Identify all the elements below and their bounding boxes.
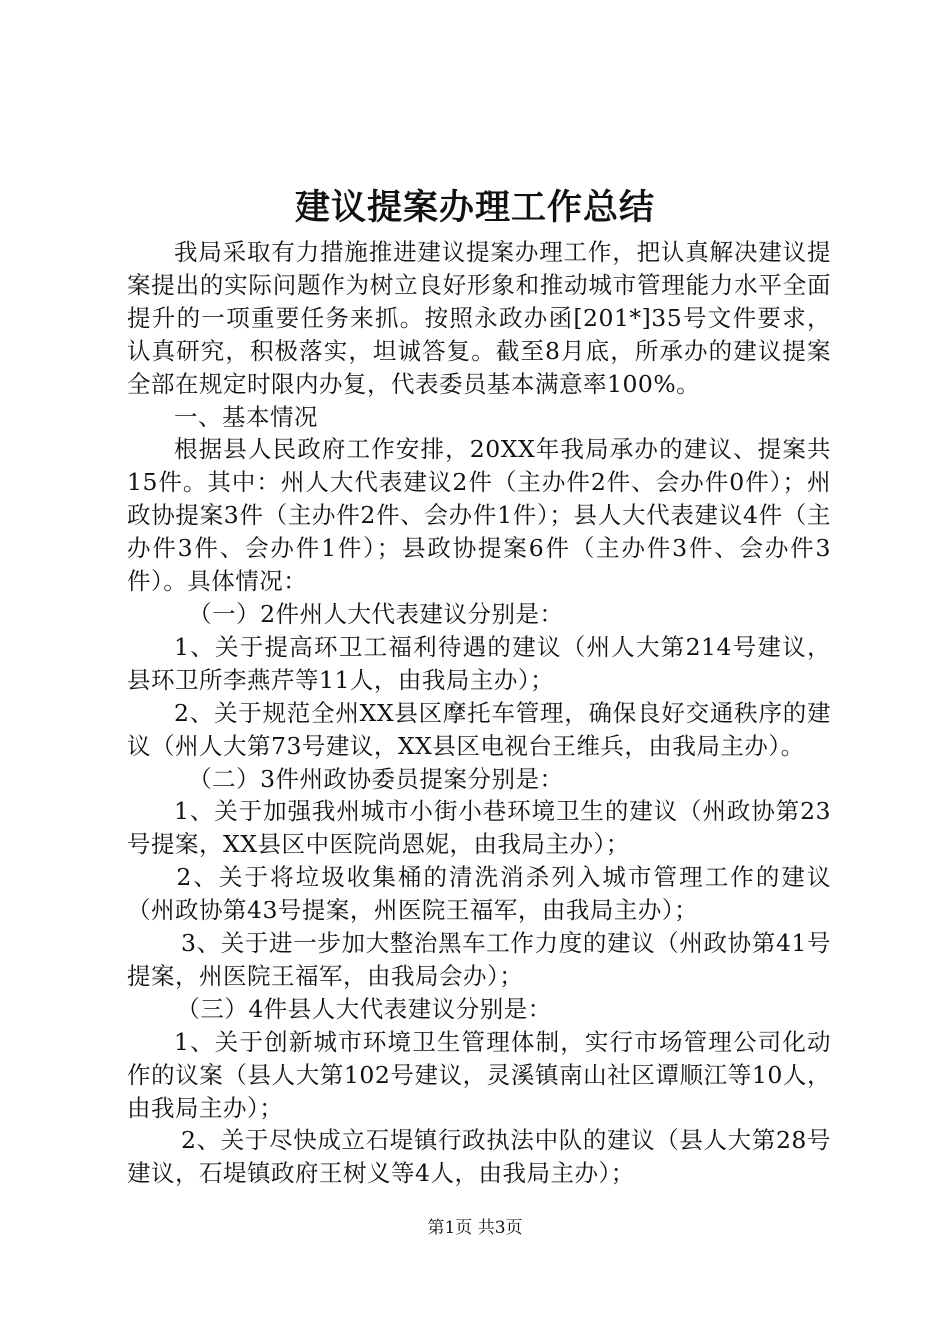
list-item: 2、关于规范全州XX县区摩托车管理，确保良好交通秩序的建议（州人大第73号建议，XX县区电视台王维兵，由我局主办）。 [127, 698, 831, 760]
intro-paragraph: 我局采取有力措施推进建议提案办理工作，把认真解决建议提案提出的实际问题作为树立良好形象和推动城市管理能力水平全面提升的一项重要任务来抓。按照永政办函[201*]35号文件要求，认真研究，积极落实，坦诚答复。截至8月底，所承办的建议提案全部在规定时限内办复，代表委员基本满意率100%。 [127, 238, 831, 398]
list-item: 1、关于提高环卫工福利待遇的建议（州人大第214号建议，县环卫所李燕芹等11人，由我局主办）； [127, 632, 831, 694]
list-item: 3、关于进一步加大整治黑车工作力度的建议（州政协第41号提案，州医院王福军，由我局会办）； [127, 929, 831, 990]
subsection-heading-1: （一）2件州人大代表建议分别是： [188, 599, 564, 628]
page-footer: 第1页 共3页 [427, 1218, 523, 1238]
list-item: 1、关于加强我州城市小街小巷环境卫生的建议（州政协第23号提案，XX县区中医院尚恩妮，由我局主办）； [127, 797, 831, 859]
section-heading-basic: 一、基本情况 [174, 402, 318, 431]
document-title: 建议提案办理工作总结 [294, 187, 655, 228]
list-item: 2、关于尽快成立石堤镇行政执法中队的建议（县人大第28号建议，石堤镇政府王树义等4人，由我局主办）； [127, 1126, 831, 1188]
document-body [127, 236, 831, 1190]
subsection-heading-2: （二）3件州政协委员提案分别是： [188, 764, 564, 793]
list-item: 1、关于创新城市环境卫生管理体制，实行市场管理公司化动作的议案（县人大第102号建议，灵溪镇南山社区谭顺江等10人，由我局主办）； [127, 1027, 831, 1122]
subsection-heading-3: （三）4件县人大代表建议分别是： [176, 994, 552, 1023]
basic-situation-paragraph: 根据县人民政府工作安排，20XX年我局承办的建议、提案共15件。其中：州人大代表建议2件（主办件2件、会办件0件）；州政协提案3件（主办件2件、会办件1件）；县人大代表建议4件（主办件3件、会办件1件）；县政协提案6件（主办件3件、会办件3件）。具体情况： [127, 435, 831, 596]
list-item: 2、关于将垃圾收集桶的清洗消杀列入城市管理工作的建议（州政协第43号提案，州医院王福军，由我局主办）； [127, 863, 831, 925]
